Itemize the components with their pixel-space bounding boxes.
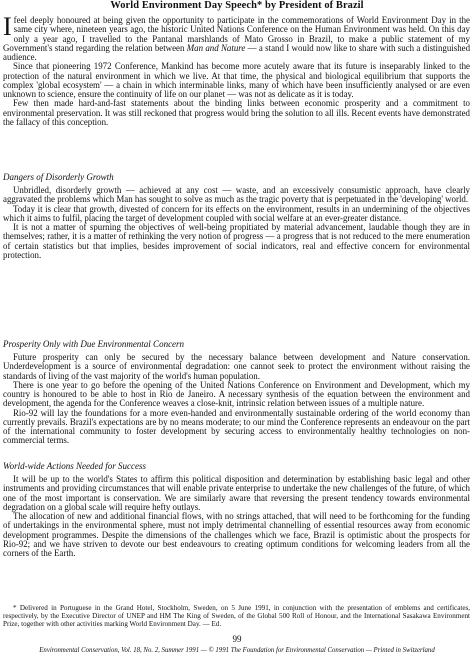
section-2-paragraph-1: Future prosperity can only be secured by the necessary balance between development and Nature conservation. Underdevelopment is a source of environmental degradation: one cannot seek to protect the environment without raising the standards of living of the vast majority of the world's human population. bbox=[3, 352, 470, 381]
section-2-paragraph-3: Rio-92 will lay the foundations for a more even-handed and environmentally sustainable ordering of the world economy than currently prevails. Brazil's expectations are by no means moderate; to our mind the Conference represents an endeavour on the part of the international community to foster development by securing access to environmentally healthy technologies on non-commercial terms. bbox=[3, 407, 470, 446]
footnote-text: * Delivered in Portuguese in the Grand Hotel, Stockholm, Sweden, on 5 June 1991, in conjunction with the presentation of emblems and certificates, respectively, by the Executive Director of UNEP and HM The King of Sweden, of the Global 500 Roll of Honour, and the International Sasakawa Environment Prize, together with other activities marking World Environment Day. — Ed. bbox=[3, 604, 470, 629]
section-heading-world-wide-actions: World-wide Actions Needed for Success bbox=[3, 461, 146, 471]
intro-paragraph-3: Few then made hard-and-fast statements about the binding links between economic prosperity and a commitment to environmental preservation. It was still reckoned that progress would bring the solution to all ills. Recent events have demonstrated the fallacy of this conception. bbox=[3, 98, 470, 127]
section-1-paragraph-3: It is not a matter of spurning the objectives of well-being propitiated by material advancement, laudable though they are in themselves; rather, it is a matter of rethinking the very notion of progress — a progress that is not reduced to the mere enumeration of certain statistics but that implies, besides improvement of social indicators, real and effective concern for environmental protection. bbox=[3, 222, 470, 260]
section-heading-prosperity: Prosperity Only with Due Environmental Concern bbox=[3, 339, 185, 349]
intro-paragraph-1: Ifeel deeply honoured at being given the opportunity to participate in the commemorations of World Environment Day in the same city where, nineteen years ago, the historic United Nations Conference on the Human Environment was held. On this day only a year ago, I travelled to the Pantanal marshlands of Mato Grosso in Brazil, to make a public statement of my Government's stand regarding the relation between Man and Nature — a stand I would now like to share with such a distinguished audience. bbox=[3, 12, 471, 62]
section-1-paragraph-2: Today it is clear that growth, divested of concern for its effects on the environment, results in an undermining of the objectives which it aims to fulfil, placing the target of development coupled with social welfare at an ever-greater distance. bbox=[3, 203, 470, 223]
section-3-block bbox=[3, 475, 470, 558]
intro-paragraph-2: Since that pioneering 1972 Conference, Mankind has become more acutely aware that its future is inseparably linked to the protection of the natural environment in which we live. At that time, the physical and biological equilibrium that supports the complex 'global ecosystem' — a chain in which interminable links, many of which have been insufficiently analysed or are even unknown to science, ensure the continuity of life on our planet — was not as delicate as it is today. bbox=[3, 61, 470, 99]
journal-footer: Environmental Conservation, Vol. 18, No. 2, Summer 1991 — © 1991 The Foundation for Environmental Conservation — Printed in Switzerland bbox=[39, 647, 435, 654]
section-1-block bbox=[3, 186, 470, 260]
section-3-paragraph-2: The allocation of new and additional financial flows, with no strings attached, that will need to be forthcoming for the funding of undertakings in the environmental sphere, must not imply detrimental channelling of essential resources away from economic development programmes. Despite the dimensions of the challenges which we face, Brazil is optimistic about the prospects for Rio-92; and we have striven to devote our best endeavours to creating optimum conditions for welcoming leaders from all the corners of the Earth. bbox=[3, 511, 470, 558]
intro-block bbox=[3, 12, 471, 127]
article-title: World Environment Day Speech* by President of Brazil bbox=[110, 0, 364, 11]
footnote bbox=[3, 604, 470, 628]
section-heading-disorderly-growth: Dangers of Disorderly Growth bbox=[3, 172, 114, 182]
section-1-paragraph-1: Unbridled, disorderly growth — achieved at any cost — waste, and an excessively consumistic approach, have clearly aggravated the problems which Man has sought to solve as much as the tragic poverty that is perpetuated in the 'developing' world. bbox=[3, 185, 470, 205]
drop-cap: I bbox=[3, 12, 12, 41]
page-number: 99 bbox=[232, 634, 242, 644]
section-3-paragraph-1: It will be up to the world's States to affirm this political disposition and determination by establishing basic legal and other instruments and providing circumstances that will enable private enterprise to undertake the new challenges of the future, of which one of the most important is conservation. We are similarly aware that reversing the present tendency towards environmental degradation on a global scale will require hefty outlays. bbox=[3, 474, 470, 512]
section-2-paragraph-2: There is one year to go before the opening of the United Nations Conference on Environment and Development, which my country is honoured to be able to host in Rio de Janeiro. A necessary synthesis of the equation between the environment and development, the agenda for the Conference weaves a close-knit, intrinsic relation between issues of a multiple nature. bbox=[3, 379, 470, 409]
section-2-block bbox=[3, 353, 470, 446]
